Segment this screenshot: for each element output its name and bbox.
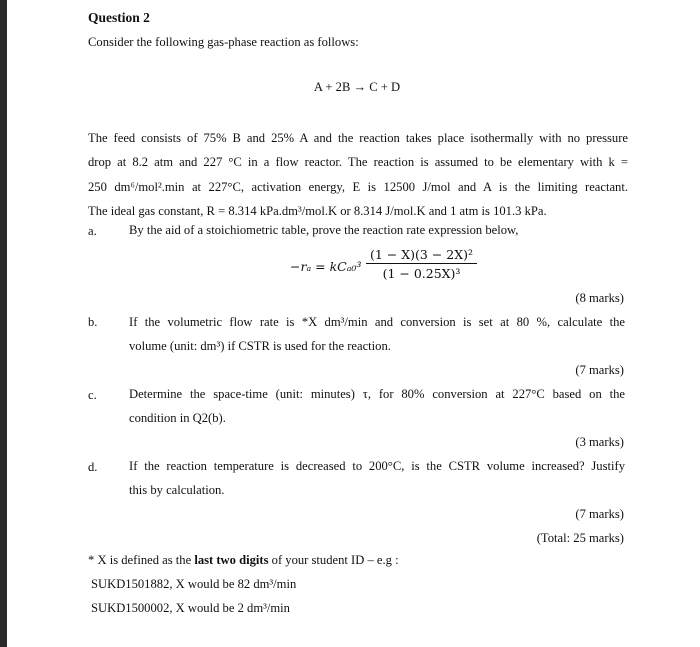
part-a-letter: a. xyxy=(88,224,97,238)
part-d-line: If the reaction temperature is decreased to 200°C, is the CSTR volume increased? Justify xyxy=(129,459,625,473)
part-c-line: Determine the space-time (unit: minutes) τ, for 80% conversion at 227°C based on the xyxy=(129,387,625,401)
question-title: Question 2 xyxy=(88,10,150,25)
part-b-line: volume (unit: dm³) if CSTR is used for the reaction. xyxy=(129,339,391,354)
rate-expression-numerator: (1 − X)(3 − 2X)² xyxy=(366,247,477,264)
rate-expression-lhs: −rₐ = kCₐ₀³ xyxy=(290,259,362,274)
note-example-2: SUKD1500002, X would be 2 dm³/min xyxy=(91,601,290,615)
paragraph-line: drop at 8.2 atm and 227 °C in a flow reactor. The reaction is assumed to be elementary with k = xyxy=(88,155,628,170)
part-c-line: condition in Q2(b). xyxy=(129,411,226,426)
rate-expression-denominator: (1 − 0.25X)³ xyxy=(382,266,461,281)
note-suffix: of your student ID – e.g : xyxy=(268,553,399,567)
part-c-letter: c. xyxy=(88,388,97,402)
paragraph-line: The feed consists of 75% B and 25% A and the reaction takes place isothermally with no pressure xyxy=(88,131,628,145)
part-a-line: By the aid of a stoichiometric table, prove the reaction rate expression below, xyxy=(129,223,519,237)
note-prefix: * X is defined as the xyxy=(88,553,195,567)
reaction-equation: A + 2B → C + D xyxy=(313,80,401,94)
part-d-text xyxy=(129,454,625,503)
paragraph-line: The ideal gas constant, R = 8.314 kPa.dm³/mol.K or 8.314 J/mol.K and 1 atm is 101.3 kPa. xyxy=(88,203,547,218)
student-id-note xyxy=(88,553,399,568)
part-d-letter: d. xyxy=(88,460,98,474)
problem-paragraph xyxy=(88,126,628,223)
part-c-marks: (3 marks) xyxy=(575,435,624,449)
part-b-line: If the volumetric flow rate is *X dm³/min and conversion is set at 80 %, calculate the xyxy=(129,315,625,329)
note-bold: last two digits xyxy=(194,553,269,567)
part-c-text xyxy=(129,382,625,431)
note-example-1: SUKD1501882, X would be 82 dm³/min xyxy=(91,577,297,591)
total-marks: (Total: 25 marks) xyxy=(536,531,624,545)
rate-expression-fraction xyxy=(366,247,477,281)
part-d-line: this by calculation. xyxy=(129,483,225,498)
part-b-letter: b. xyxy=(88,315,98,329)
part-a-text xyxy=(129,218,625,242)
question-intro: Consider the following gas-phase reaction as follows: xyxy=(88,35,359,49)
paragraph-line: 250 dm⁶/mol².min at 227°C, activation energy, E is 12500 J/mol and A is the limiting reactant. xyxy=(88,179,628,194)
part-a-marks: (8 marks) xyxy=(575,291,624,305)
part-b-marks: (7 marks) xyxy=(575,363,624,377)
part-b-text xyxy=(129,310,625,359)
left-border xyxy=(0,0,7,647)
part-d-marks: (7 marks) xyxy=(575,507,624,521)
